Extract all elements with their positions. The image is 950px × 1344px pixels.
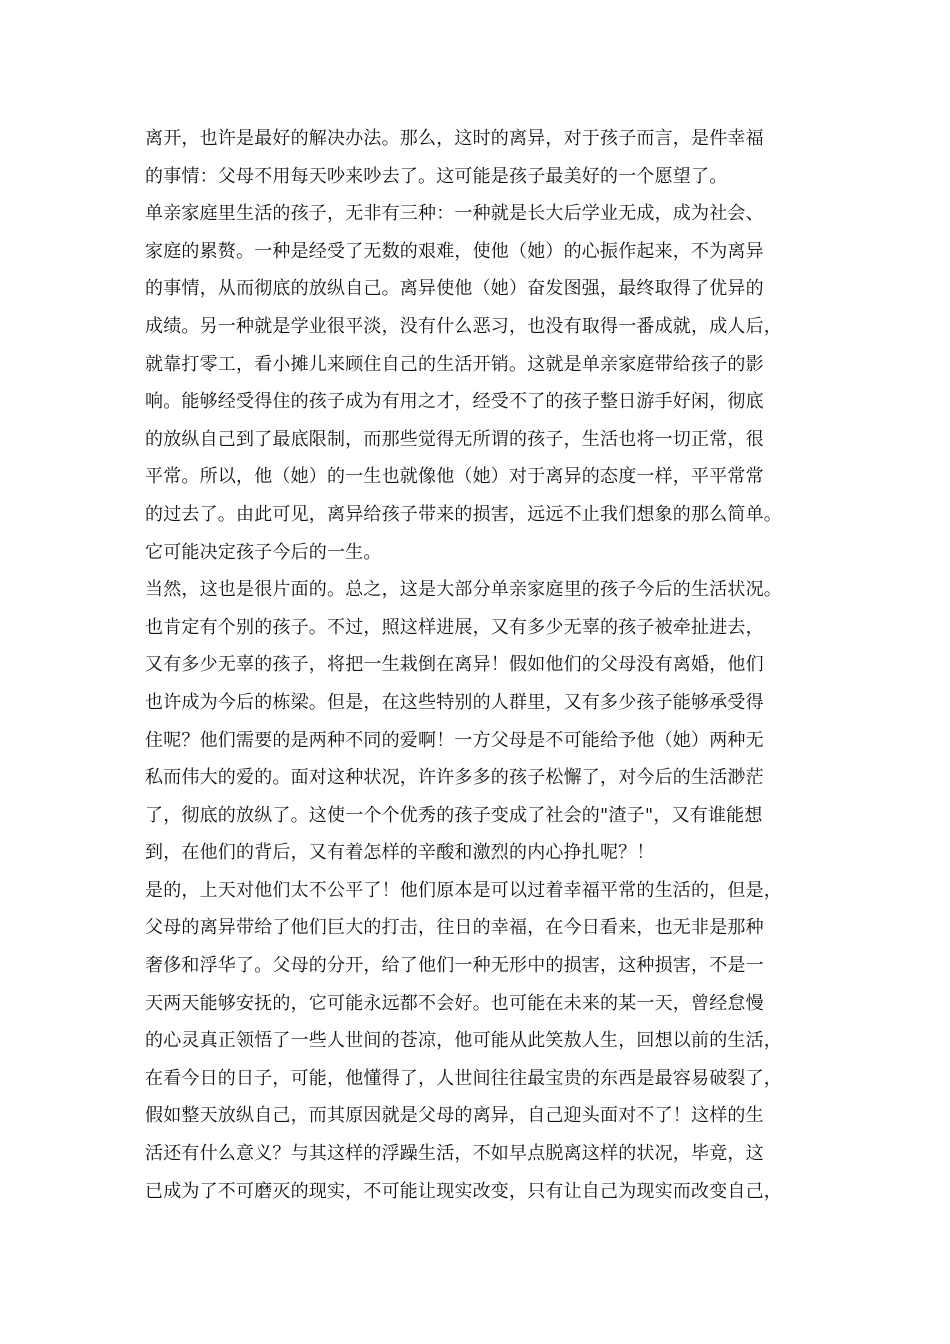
body-text [145,120,815,1210]
text-line: 假如整天放纵自己，而其原因就是父母的离异，自己迎头面对不了！这样的生 [145,1105,764,1127]
text-line: 的放纵自己到了最底限制，而那些觉得无所谓的孩子，生活也将一切正常，很 [145,428,764,450]
text-line: 成绩。另一种就是学业很平淡，没有什么恶习，也没有取得一番成就，成人后， [145,315,782,337]
text-line: 当然，这也是很片面的。总之，这是大部分单亲家庭里的孩子今后的生活状况。 [145,579,782,601]
text-line: 单亲家庭里生活的孩子，无非有三种：一种就是长大后学业无成，成为社会、 [145,203,764,225]
text-line: 的过去了。由此可见，离异给孩子带来的损害，远远不止我们想象的那么简单。 [145,503,782,525]
text-line: 的事情：父母不用每天吵来吵去了。这可能是孩子最美好的一个愿望了。 [145,165,728,187]
text-line: 它可能决定孩子今后的一生。 [145,541,382,563]
text-line: 又有多少无辜的孩子，将把一生栽倒在离异！假如他们的父母没有离婚，他们 [145,654,764,676]
text-line: 奢侈和浮华了。父母的分开，给了他们一种无形中的损害，这种损害，不是一 [145,955,764,977]
text-line: 已成为了不可磨灭的现实，不可能让现实改变，只有让自己为现实而改变自己， [145,1180,782,1202]
text-line: 是的，上天对他们太不公平了！他们原本是可以过着幸福平常的生活的，但是， [145,879,782,901]
text-line: 到，在他们的背后，又有着怎样的辛酸和激烈的内心挣扎呢？！ [145,842,655,864]
text-line: 也许成为今后的栋梁。但是，在这些特别的人群里，又有多少孩子能够承受得 [145,691,764,713]
text-line: 的心灵真正领悟了一些人世间的苍凉，他可能从此笑敖人生，回想以前的生活， [145,1030,782,1052]
text-line: 活还有什么意义？与其这样的浮躁生活，不如早点脱离这样的状况，毕竟，这 [145,1143,764,1165]
text-line: 离开，也许是最好的解决办法。那么，这时的离异，对于孩子而言，是件幸福 [145,128,764,149]
text-line: 了，彻底的放纵了。这使一个个优秀的孩子变成了社会的"渣子"，又有谁能想 [145,804,763,826]
text-line: 住呢？他们需要的是两种不同的爱啊！一方父母是不可能给予他（她）两种无 [145,729,764,751]
text-line: 响。能够经受得住的孩子成为有用之才，经受不了的孩子整日游手好闲，彻底 [145,391,764,413]
text-line: 也肯定有个别的孩子。不过，照这样进展，又有多少无辜的孩子被牵扯进去， [145,616,764,638]
text-line: 家庭的累赘。一种是经受了无数的艰难，使他（她）的心振作起来，不为离异 [145,240,764,262]
text-line: 平常。所以，他（她）的一生也就像他（她）对于离异的态度一样，平平常常 [145,466,764,488]
text-line: 天两天能够安抚的，它可能永远都不会好。也可能在未来的某一天，曾经怠慢 [145,992,764,1014]
text-line: 就靠打零工，看小摊儿来顾住自己的生活开销。这就是单亲家庭带给孩子的影 [145,353,764,375]
text-line: 在看今日的日子，可能，他懂得了，人世间往往最宝贵的东西是最容易破裂了， [145,1067,782,1089]
text-line: 的事情，从而彻底的放纵自己。离异使他（她）奋发图强，最终取得了优异的 [145,278,764,300]
text-line: 私而伟大的爱的。面对这种状况，许许多多的孩子松懈了，对今后的生活渺茫 [145,767,764,789]
text-line: 父母的离异带给了他们巨大的打击，往日的幸福，在今日看来，也无非是那种 [145,917,764,939]
